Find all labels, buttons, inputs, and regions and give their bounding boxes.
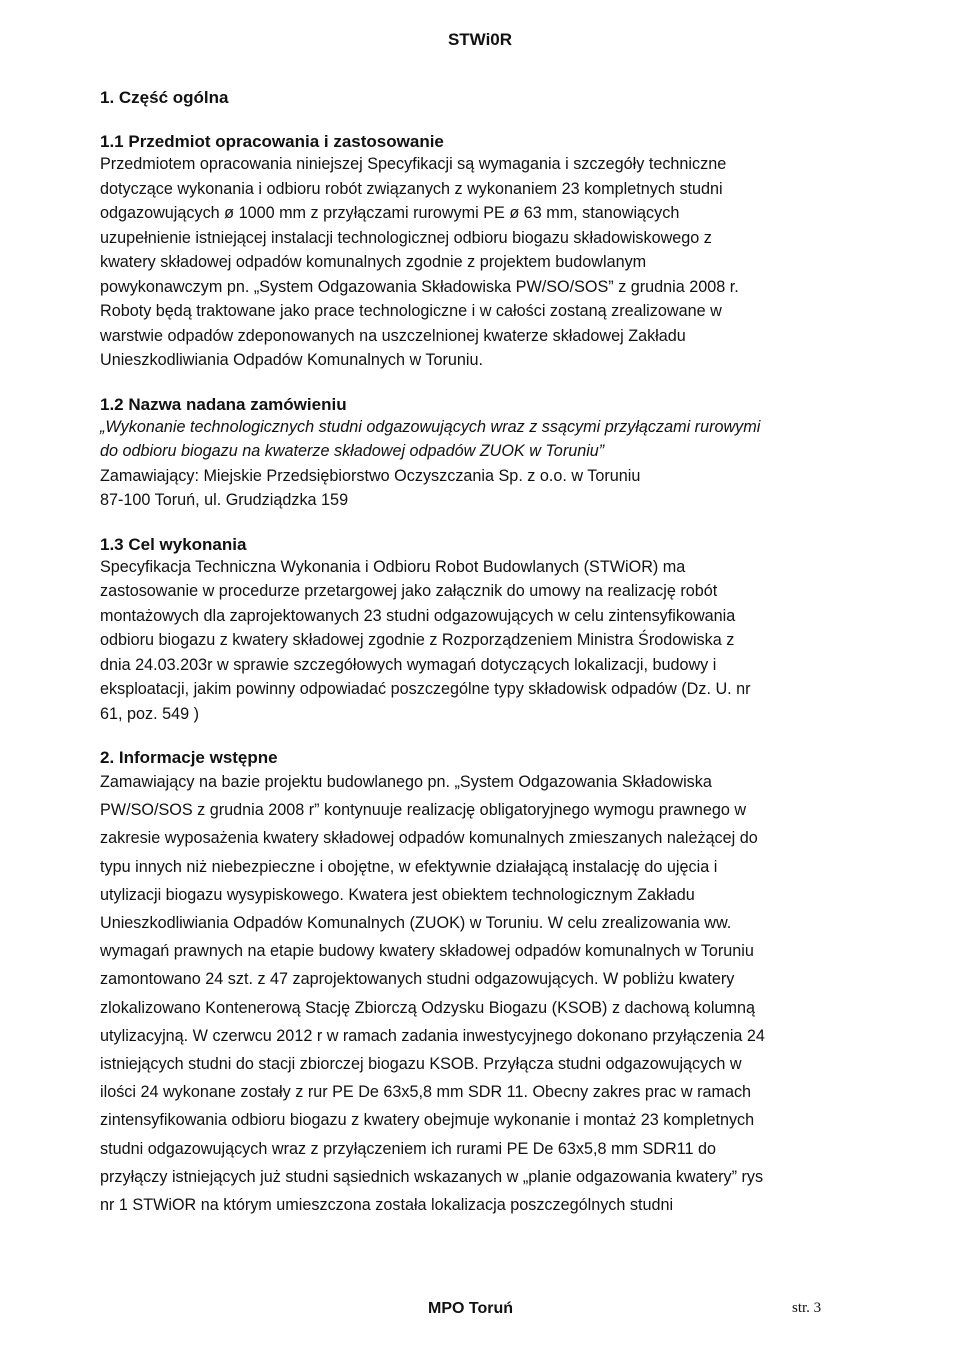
paragraph-line: istniejących studni do stacji zbiorczej biogazu KSOB. Przyłącza studni odgazowujących w [100, 1055, 742, 1074]
section-1-heading: 1. Część ogólna [100, 88, 229, 107]
paragraph-line: zintensyfikowania odbioru biogazu z kwatery obejmuje wykonanie i montaż 23 kompletnych [100, 1111, 755, 1130]
section-2-heading: 2. Informacje wstępne [100, 748, 278, 767]
paragraph-line: odgazowujących ø 1000 mm z przyłączami rurowymi PE ø 63 mm, stanowiących [100, 204, 680, 222]
paragraph-line: dotyczące wykonania i odbioru robót związanych z wykonaniem 23 kompletnych studni [100, 179, 723, 198]
section-1-1-text [100, 152, 860, 373]
paragraph-line: powykonawczym pn. „System Odgazowania Składowiska PW/SO/SOS” z grudnia 2008 r. [100, 277, 739, 296]
client-address-line: 87-100 Toruń, ul. Grudziądzka 159 [100, 491, 349, 509]
paragraph-line: montażowych dla zaprojektowanych 23 studni odgazowujących w celu zintensyfikowania [100, 606, 736, 625]
paragraph-line: studni odgazowujących wraz z przyłączeniem ich rurami PE De 63x5,8 mm SDR11 do [100, 1139, 716, 1158]
paragraph-line: odbioru biogazu z kwatery składowej zgodnie z Rozporządzeniem Ministra Środowiska z [100, 631, 735, 649]
section-1-3-text [100, 555, 860, 727]
client-line: Zamawiający: Miejskie Przedsiębiorstwo Oczyszczania Sp. z o.o. w Toruniu [100, 466, 641, 485]
paragraph-line: utylizacyjną. W czerwcu 2012 r w ramach zadania inwestycyjnego dokonano przyłączenia 24 [100, 1026, 765, 1045]
paragraph-line: ilości 24 wykonane zostały z rur PE De 63x5,8 mm SDR 11. Obecny zakres prac w ramach [100, 1083, 752, 1102]
paragraph-line: zastosowanie w procedurze przetargowej jako załącznik do umowy na realizację robót [100, 582, 718, 600]
section-1-1-heading: 1.1 Przedmiot opracowania i zastosowanie [100, 132, 444, 151]
order-name-line: do odbioru biogazu na kwaterze składowej odpadów ZUOK w Toruniu” [100, 442, 605, 460]
paragraph-line: Przedmiotem opracowania niniejszej Specyfikacji są wymagania i szczegóły techniczne [100, 155, 727, 173]
paragraph-line: zamontowano 24 szt. z 47 zaprojektowanych studni odgazowujących. W pobliżu kwatery [100, 970, 735, 989]
section-1-2-heading: 1.2 Nazwa nadana zamówieniu [100, 394, 347, 414]
document-header-title: STWi0R [447, 30, 513, 49]
document-body [100, 88, 860, 1219]
paragraph-line: typu innych niż niebezpieczne i obojętne, w efektywnie działającą instalację do ujęcia i [100, 857, 718, 876]
paragraph-line: Zamawiający na bazie projektu budowlanego pn. „System Odgazowania Składowiska [100, 773, 712, 791]
paragraph-line: Roboty będą traktowane jako prace technologiczne i w całości zostaną zrealizowane w [100, 302, 722, 320]
paragraph-line: uzupełnienie istniejącej instalacji technologicznej odbioru biogazu składowiskowego z [100, 228, 712, 247]
footer-company: MPO Toruń [428, 1300, 514, 1317]
paragraph-line: warstwie odpadów zdeponowanych na uszczelnionej kwaterze składowej Zakładu [100, 326, 686, 345]
paragraph-line: Unieszkodliwiania Odpadów Komunalnych (ZUOK) w Toruniu. W celu zrealizowania ww. [100, 914, 732, 933]
paragraph-line: Unieszkodliwiania Odpadów Komunalnych w Toruniu. [100, 351, 484, 369]
paragraph-line: Specyfikacja Techniczna Wykonania i Odbioru Robot Budowlanych (STWiOR) ma [100, 557, 686, 576]
section-1-3-heading: 1.3 Cel wykonania [100, 534, 247, 554]
paragraph-line: zakresie wyposażenia kwatery składowej odpadów komunalnych zmieszanych należącej do [100, 829, 758, 848]
order-name-line: „Wykonanie technologicznych studni odgazowujących wraz z ssącymi przyłączami rurowymi [100, 417, 761, 436]
paragraph-line: zlokalizowano Kontenerową Stację Zbiorczą Odzysku Biogazu (KSOB) z dachową kolumną [100, 998, 756, 1017]
paragraph-line: utylizacji biogazu wysypiskowego. Kwatera jest obiektem technologicznym Zakładu [100, 885, 695, 904]
paragraph-line: nr 1 STWiOR na którym umieszczona została lokalizacja poszczególnych studni [100, 1196, 674, 1215]
paragraph-line: dnia 24.03.203r w sprawie szczegółowych wymagań dotyczących lokalizacji, budowy i [100, 655, 717, 674]
paragraph-line: eksploatacji, jakim powinny odpowiadać poszczególne typy składowisk odpadów (Dz. U. nr [100, 680, 751, 698]
section-1-2-text [100, 415, 860, 513]
paragraph-line: przyłączy istniejących już studni sąsiednich wskazanych w „planie odgazowania kwatery” rys [100, 1167, 764, 1186]
paragraph-line: wymagań prawnych na etapie budowy kwatery składowej odpadów komunalnych w Toruniu [100, 942, 754, 961]
paragraph-line: PW/SO/SOS z grudnia 2008 r” kontynuuje realizację obligatoryjnego wymogu prawnego w [100, 801, 747, 820]
section-2-text [100, 768, 860, 1219]
paragraph-line: kwatery składowej odpadów komunalnych zgodnie z projektem budowlanym [100, 253, 647, 271]
paragraph-line: 61, poz. 549 ) [100, 704, 199, 723]
page-number: str. 3 [792, 1300, 822, 1316]
